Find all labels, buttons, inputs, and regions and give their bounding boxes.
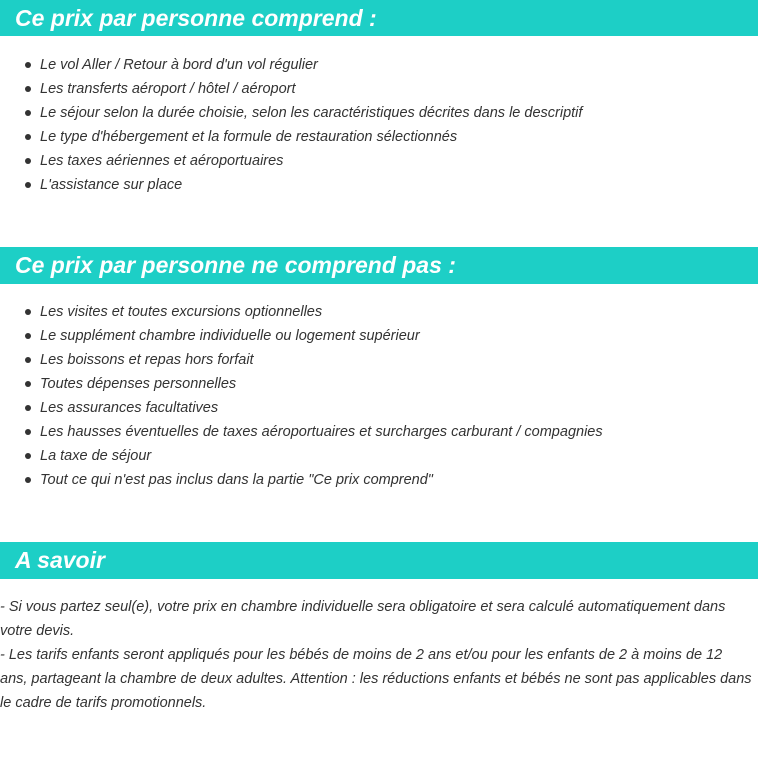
- bullet-icon: [25, 453, 31, 459]
- bullet-icon: [25, 158, 31, 164]
- bullet-icon: [25, 309, 31, 315]
- list-item-text: Les hausses éventuelles de taxes aéroportuaires et surcharges carburant / compagnies: [40, 424, 603, 440]
- list-item-text: Le vol Aller / Retour à bord d'un vol régulier: [40, 57, 318, 73]
- list-item-text: Tout ce qui n'est pas inclus dans la partie "Ce prix comprend": [40, 472, 433, 488]
- includes-section-title: Ce prix par personne comprend :: [0, 0, 758, 36]
- list-item-text: La taxe de séjour: [40, 448, 152, 464]
- list-item: [0, 101, 582, 125]
- list-item-text: L'assistance sur place: [40, 177, 183, 193]
- list-item-text: Les assurances facultatives: [40, 400, 219, 416]
- info-paragraph: - Les tarifs enfants seront appliqués pour les bébés de moins de 2 ans et/ou pour les enfants de 2 à moins de 12 ans, partageant la chambre de deux adultes. Attention : les réductions enfants et bébés ne sont pas applicables dans le cadre de tarifs promotionnels.: [0, 647, 752, 711]
- list-item: [0, 125, 582, 149]
- includes-list: [0, 53, 582, 197]
- list-item: [0, 444, 603, 468]
- bullet-icon: [25, 405, 31, 411]
- info-text: [0, 595, 752, 715]
- list-item: [0, 372, 603, 396]
- list-item: [0, 324, 603, 348]
- bullet-icon: [25, 86, 31, 92]
- list-item-text: Les transferts aéroport / hôtel / aéroport: [40, 81, 296, 97]
- list-item: [0, 420, 603, 444]
- list-item-text: Le supplément chambre individuelle ou logement supérieur: [40, 328, 420, 344]
- list-item: [0, 77, 582, 101]
- info-section-title: A savoir: [0, 542, 758, 579]
- list-item-text: Toutes dépenses personnelles: [40, 376, 237, 392]
- bullet-icon: [25, 357, 31, 363]
- bullet-icon: [25, 134, 31, 140]
- bullet-icon: [25, 477, 31, 483]
- info-paragraph: - Si vous partez seul(e), votre prix en chambre individuelle sera obligatoire et sera calculé automatiquement dans votre devis.: [0, 599, 726, 639]
- bullet-icon: [25, 110, 31, 116]
- list-item: [0, 53, 582, 77]
- list-item-text: Les taxes aériennes et aéroportuaires: [40, 153, 284, 169]
- list-item: [0, 149, 582, 173]
- list-item: [0, 173, 582, 197]
- list-item: [0, 348, 603, 372]
- bullet-icon: [25, 333, 31, 339]
- list-item: [0, 300, 603, 324]
- excludes-list: [0, 300, 603, 492]
- list-item-text: Les boissons et repas hors forfait: [40, 352, 254, 368]
- list-item: [0, 396, 603, 420]
- bullet-icon: [25, 429, 31, 435]
- list-item-text: Le séjour selon la durée choisie, selon les caractéristiques décrites dans le descriptif: [40, 105, 583, 121]
- list-item-text: Les visites et toutes excursions optionnelles: [40, 304, 323, 320]
- bullet-icon: [25, 381, 31, 387]
- list-item-text: Le type d'hébergement et la formule de restauration sélectionnés: [40, 129, 458, 145]
- bullet-icon: [25, 62, 31, 68]
- bullet-icon: [25, 182, 31, 188]
- excludes-section-title: Ce prix par personne ne comprend pas :: [0, 247, 758, 284]
- list-item: [0, 468, 603, 492]
